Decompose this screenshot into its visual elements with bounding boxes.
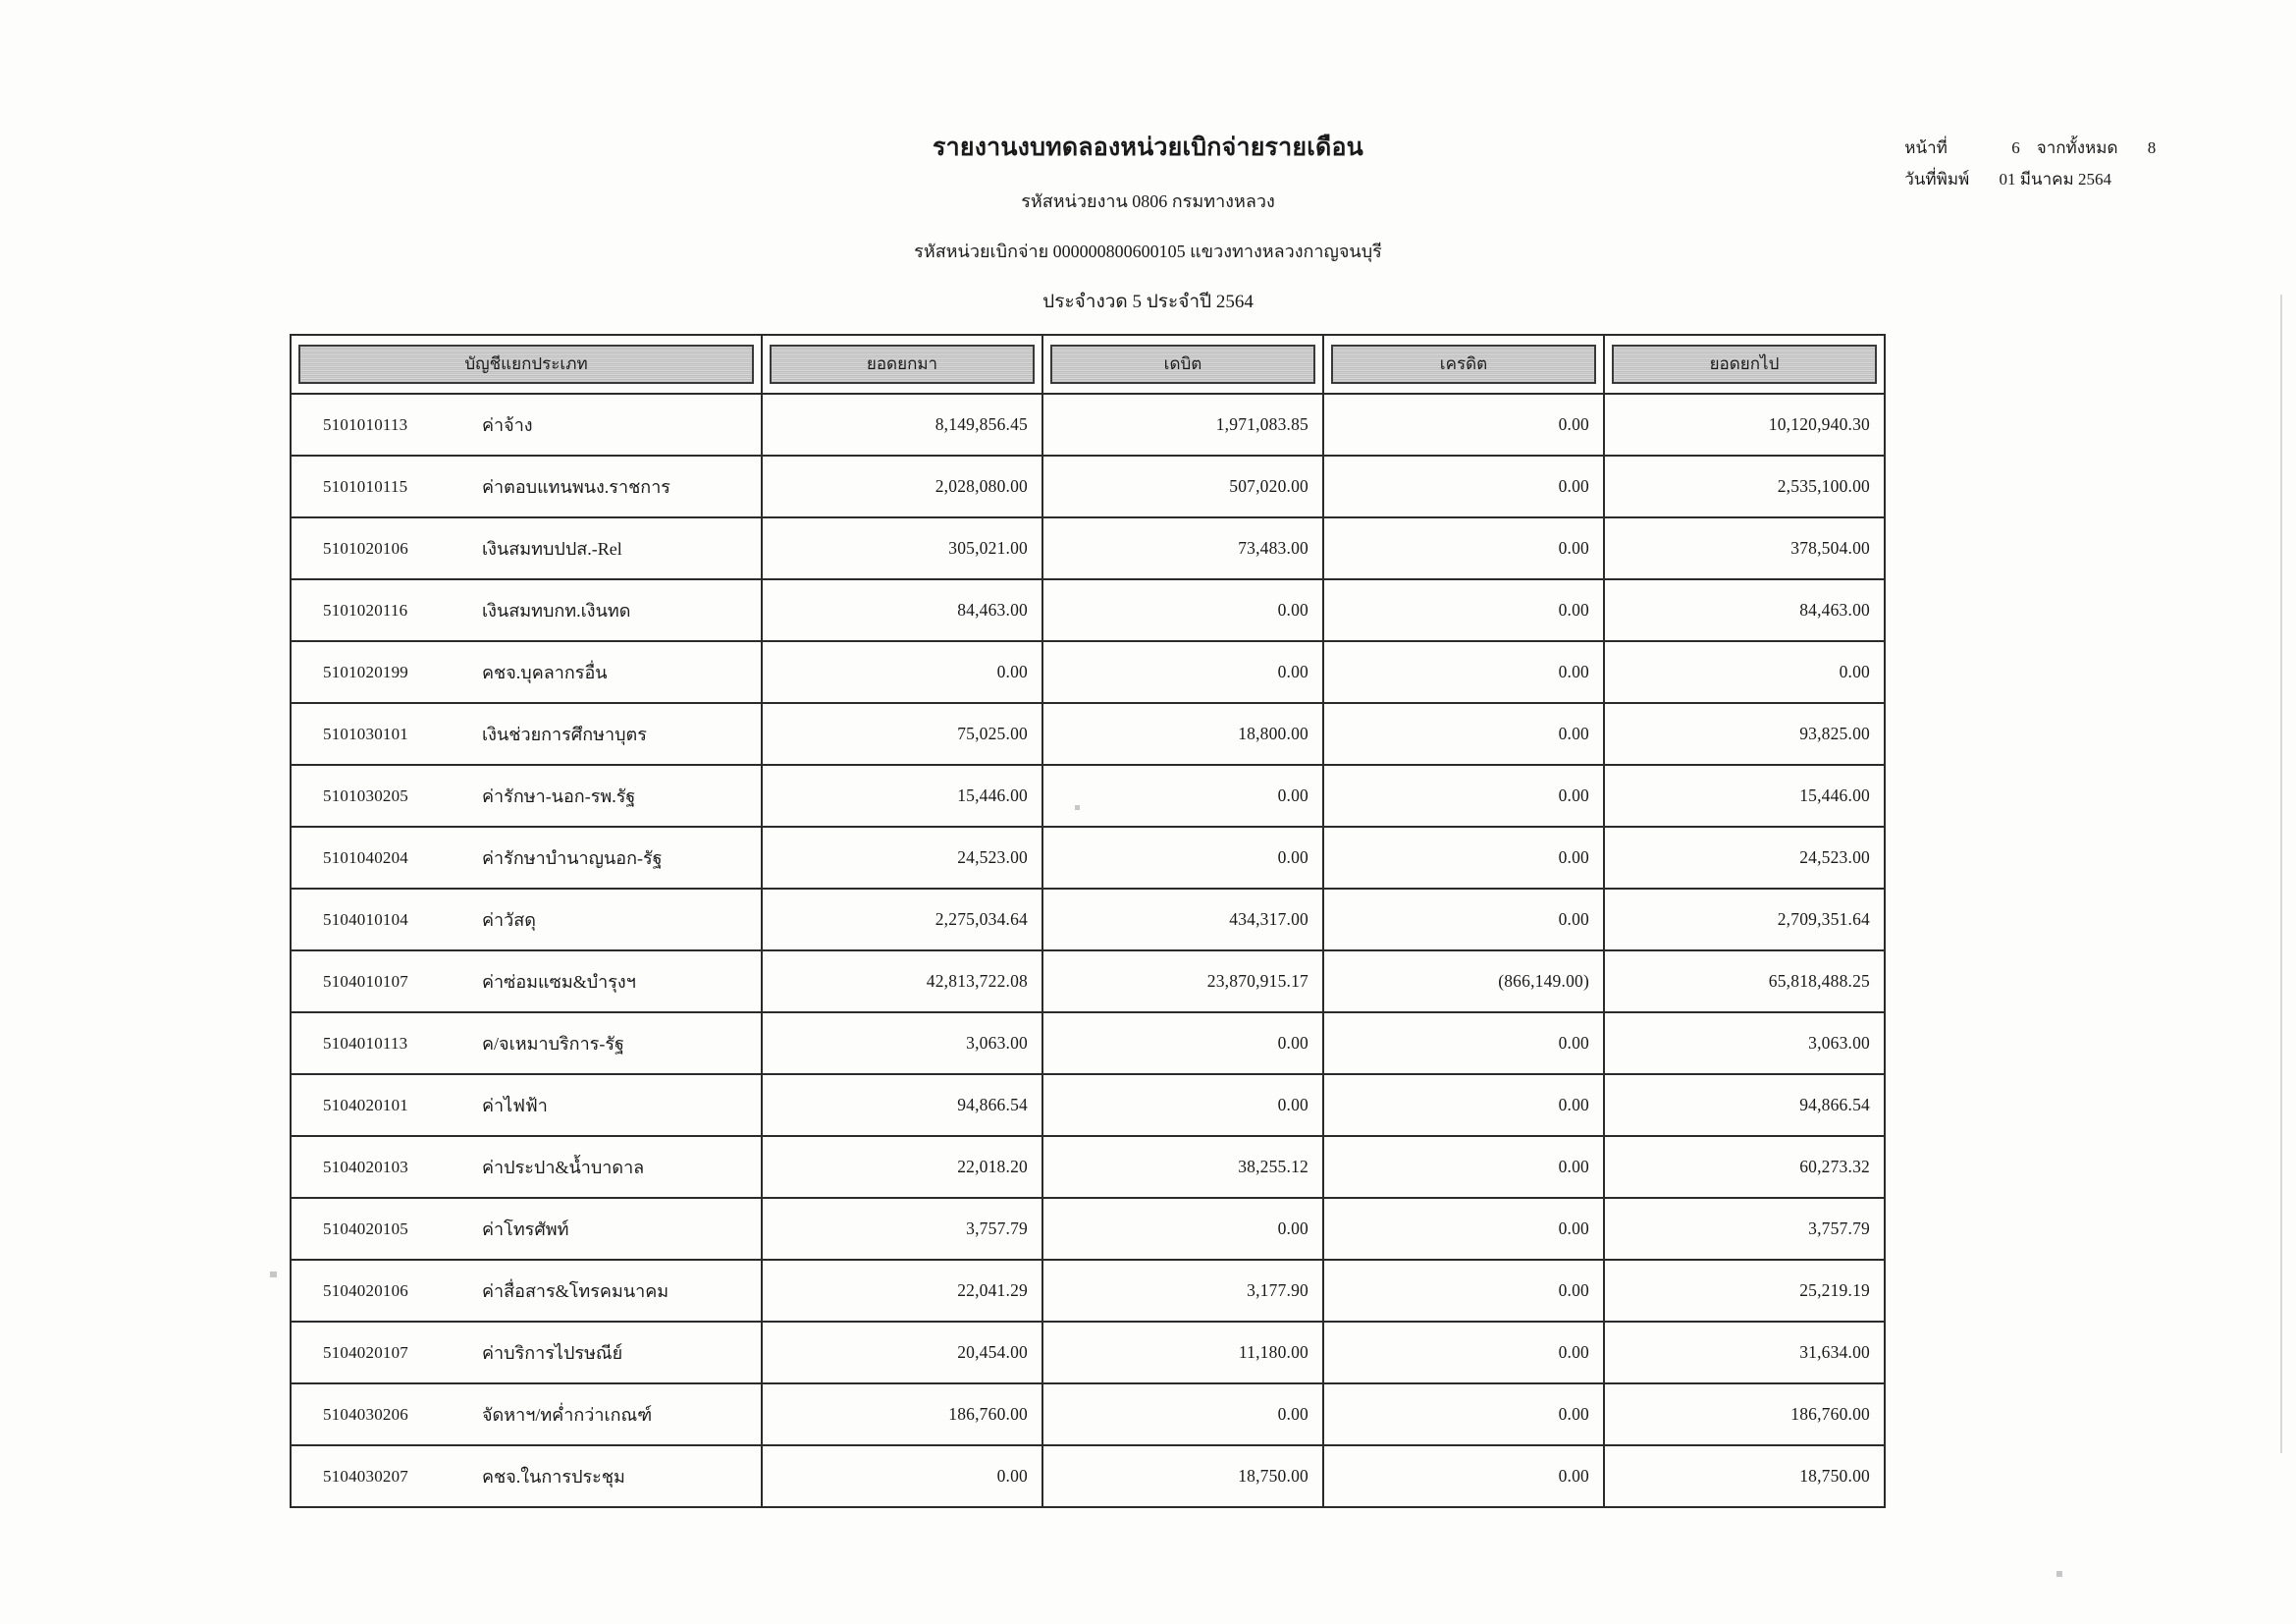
account-name: ค่าตอบแทนพนง.ราชการ	[482, 477, 670, 497]
account-name: คชจ.บุคลากรอื่น	[482, 663, 608, 682]
account-cell	[291, 1198, 762, 1260]
table-row	[291, 1074, 1885, 1136]
account-code: 5104010107	[323, 971, 408, 991]
account-cell	[291, 827, 762, 889]
account-code: 5104010104	[323, 909, 408, 929]
column-header-opening	[762, 335, 1042, 394]
account-name: ค่ารักษาบำนาญนอก-รัฐ	[482, 848, 663, 868]
opening-balance-cell: 75,025.00	[762, 703, 1042, 765]
opening-balance-cell: 15,446.00	[762, 765, 1042, 827]
account-code: 5104020101	[323, 1095, 408, 1114]
column-header-closing	[1604, 335, 1885, 394]
closing-balance-cell: 378,504.00	[1604, 517, 1885, 579]
opening-balance-cell: 22,041.29	[762, 1260, 1042, 1322]
credit-cell: 0.00	[1323, 579, 1604, 641]
account-cell	[291, 1260, 762, 1322]
opening-balance-cell: 8,149,856.45	[762, 394, 1042, 456]
account-cell	[291, 517, 762, 579]
table-row	[291, 1322, 1885, 1383]
table-row	[291, 579, 1885, 641]
scan-speck	[1075, 805, 1080, 810]
account-code: 5101040204	[323, 847, 408, 867]
credit-cell: 0.00	[1323, 641, 1604, 703]
closing-balance-cell: 65,818,488.25	[1604, 950, 1885, 1012]
account-cell	[291, 1383, 762, 1445]
account-code: 5104020106	[323, 1280, 408, 1300]
opening-balance-cell: 22,018.20	[762, 1136, 1042, 1198]
opening-balance-cell: 94,866.54	[762, 1074, 1042, 1136]
account-name: เงินช่วยการศึกษาบุตร	[482, 725, 647, 744]
account-cell	[291, 1322, 762, 1383]
account-code: 5101030101	[323, 724, 408, 743]
debit-cell: 0.00	[1042, 1012, 1323, 1074]
column-header-debit	[1042, 335, 1323, 394]
closing-balance-cell: 25,219.19	[1604, 1260, 1885, 1322]
opening-balance-cell: 84,463.00	[762, 579, 1042, 641]
account-code: 5101030205	[323, 785, 408, 805]
credit-cell: 0.00	[1323, 703, 1604, 765]
account-name: จัดหาฯ/ทค่ำกว่าเกณฑ์	[482, 1405, 653, 1425]
account-code: 5104030207	[323, 1466, 408, 1486]
debit-cell: 11,180.00	[1042, 1322, 1323, 1383]
debit-cell: 0.00	[1042, 827, 1323, 889]
debit-cell: 0.00	[1042, 1074, 1323, 1136]
debit-cell: 0.00	[1042, 1383, 1323, 1445]
closing-balance-cell: 2,535,100.00	[1604, 456, 1885, 517]
opening-balance-cell: 305,021.00	[762, 517, 1042, 579]
opening-balance-cell: 186,760.00	[762, 1383, 1042, 1445]
account-cell	[291, 394, 762, 456]
total-pages: 8	[2147, 138, 2157, 157]
table-row	[291, 1383, 1885, 1445]
account-name: คชจ.ในการประชุม	[482, 1467, 625, 1487]
period-line: ประจำงวด 5 ประจำปี 2564	[1042, 292, 1254, 312]
opening-balance-cell: 3,757.79	[762, 1198, 1042, 1260]
page-meta	[1904, 133, 2168, 196]
closing-balance-cell: 10,120,940.30	[1604, 394, 1885, 456]
print-date-label: วันที่พิมพ์	[1904, 170, 1970, 189]
debit-cell: 73,483.00	[1042, 517, 1323, 579]
credit-cell: 0.00	[1323, 1012, 1604, 1074]
account-cell	[291, 579, 762, 641]
table-row	[291, 394, 1885, 456]
organization-line: รหัสหน่วยงาน 0806 กรมทางหลวง	[1021, 191, 1275, 211]
account-code: 5101020116	[323, 600, 408, 620]
print-date: 01 มีนาคม 2564	[1999, 170, 2111, 189]
closing-balance-cell: 15,446.00	[1604, 765, 1885, 827]
closing-balance-cell: 60,273.32	[1604, 1136, 1885, 1198]
credit-cell: 0.00	[1323, 1074, 1604, 1136]
debit-cell: 0.00	[1042, 765, 1323, 827]
account-name: ค่าประปา&น้ำบาดาล	[482, 1158, 645, 1177]
credit-cell: 0.00	[1323, 1198, 1604, 1260]
credit-cell: 0.00	[1323, 456, 1604, 517]
closing-balance-cell: 18,750.00	[1604, 1445, 1885, 1507]
account-name: ค่าบริการไปรษณีย์	[482, 1343, 623, 1363]
opening-balance-cell: 42,813,722.08	[762, 950, 1042, 1012]
column-header-opening-label: ยอดยกมา	[770, 345, 1035, 384]
account-cell	[291, 1445, 762, 1507]
account-cell	[291, 703, 762, 765]
account-name: ค่าจ้าง	[482, 415, 533, 435]
closing-balance-cell: 186,760.00	[1604, 1383, 1885, 1445]
report-title: รายงานงบทดลองหน่วยเบิกจ่ายรายเดือน	[933, 135, 1363, 161]
account-code: 5104020107	[323, 1342, 408, 1362]
credit-cell: 0.00	[1323, 517, 1604, 579]
account-code: 5101020106	[323, 538, 408, 558]
account-cell	[291, 1012, 762, 1074]
debit-cell: 507,020.00	[1042, 456, 1323, 517]
closing-balance-cell: 94,866.54	[1604, 1074, 1885, 1136]
debit-cell: 18,750.00	[1042, 1445, 1323, 1507]
closing-balance-cell: 24,523.00	[1604, 827, 1885, 889]
opening-balance-cell: 0.00	[762, 641, 1042, 703]
account-name: ค่าโทรศัพท์	[482, 1219, 569, 1239]
column-header-closing-label: ยอดยกไป	[1612, 345, 1877, 384]
account-name: ค่าสื่อสาร&โทรคมนาคม	[482, 1281, 669, 1301]
opening-balance-cell: 3,063.00	[762, 1012, 1042, 1074]
table-row	[291, 1012, 1885, 1074]
closing-balance-cell: 0.00	[1604, 641, 1885, 703]
account-cell	[291, 1136, 762, 1198]
credit-cell: 0.00	[1323, 765, 1604, 827]
disbursing-unit-line: รหัสหน่วยเบิกจ่าย 000000800600105 แขวงทางหลวงกาญจนบุรี	[914, 242, 1382, 261]
debit-cell: 3,177.90	[1042, 1260, 1323, 1322]
account-name: เงินสมทบกท.เงินทด	[482, 601, 631, 621]
closing-balance-cell: 3,757.79	[1604, 1198, 1885, 1260]
account-name: ค่าซ่อมแซม&บำรุงฯ	[482, 972, 636, 992]
account-name: เงินสมทบปปส.-Rel	[482, 539, 622, 559]
account-cell	[291, 456, 762, 517]
account-name: ค่าไฟฟ้า	[482, 1096, 548, 1115]
account-cell	[291, 889, 762, 950]
account-code: 5104020105	[323, 1218, 408, 1238]
table-row	[291, 517, 1885, 579]
table-row	[291, 456, 1885, 517]
trial-balance-table	[290, 334, 1885, 1508]
opening-balance-cell: 20,454.00	[762, 1322, 1042, 1383]
column-header-account-label: บัญชีแยกประเภท	[298, 345, 754, 384]
account-code: 5104020103	[323, 1157, 408, 1176]
column-header-credit	[1323, 335, 1604, 394]
print-date-row	[1904, 164, 2168, 195]
scan-edge-line	[2280, 295, 2282, 1453]
account-cell	[291, 641, 762, 703]
column-header-account	[291, 335, 762, 394]
credit-cell: 0.00	[1323, 1260, 1604, 1322]
debit-cell: 18,800.00	[1042, 703, 1323, 765]
table-row	[291, 827, 1885, 889]
credit-cell: (866,149.00)	[1323, 950, 1604, 1012]
scan-speck	[2056, 1571, 2062, 1577]
credit-cell: 0.00	[1323, 1445, 1604, 1507]
opening-balance-cell: 0.00	[762, 1445, 1042, 1507]
closing-balance-cell: 3,063.00	[1604, 1012, 1885, 1074]
debit-cell: 38,255.12	[1042, 1136, 1323, 1198]
closing-balance-cell: 84,463.00	[1604, 579, 1885, 641]
opening-balance-cell: 2,028,080.00	[762, 456, 1042, 517]
table-row	[291, 950, 1885, 1012]
table-row	[291, 1260, 1885, 1322]
account-cell	[291, 1074, 762, 1136]
credit-cell: 0.00	[1323, 889, 1604, 950]
account-code: 5104030206	[323, 1404, 408, 1424]
page-number-row	[1904, 133, 2168, 164]
account-code: 5101010115	[323, 476, 408, 496]
closing-balance-cell: 93,825.00	[1604, 703, 1885, 765]
scan-speck	[270, 1272, 277, 1277]
account-cell	[291, 765, 762, 827]
debit-cell: 434,317.00	[1042, 889, 1323, 950]
closing-balance-cell: 2,709,351.64	[1604, 889, 1885, 950]
table-row	[291, 1136, 1885, 1198]
opening-balance-cell: 24,523.00	[762, 827, 1042, 889]
table-row	[291, 765, 1885, 827]
account-code: 5101010113	[323, 414, 408, 434]
account-name: ค่ารักษา-นอก-รพ.รัฐ	[482, 786, 636, 806]
page-number: 6	[2011, 138, 2020, 157]
table-header-row	[291, 335, 1885, 394]
account-name: ค/จเหมาบริการ-รัฐ	[482, 1034, 624, 1054]
closing-balance-cell: 31,634.00	[1604, 1322, 1885, 1383]
debit-cell: 0.00	[1042, 641, 1323, 703]
table-row	[291, 703, 1885, 765]
table-row	[291, 1198, 1885, 1260]
account-cell	[291, 950, 762, 1012]
page-label: หน้าที่	[1904, 138, 1948, 157]
column-header-debit-label: เดบิต	[1050, 345, 1315, 384]
debit-cell: 0.00	[1042, 579, 1323, 641]
debit-cell: 1,971,083.85	[1042, 394, 1323, 456]
credit-cell: 0.00	[1323, 827, 1604, 889]
credit-cell: 0.00	[1323, 1322, 1604, 1383]
account-code: 5101020199	[323, 662, 408, 681]
account-name: ค่าวัสดุ	[482, 910, 536, 930]
debit-cell: 0.00	[1042, 1198, 1323, 1260]
table-row	[291, 1445, 1885, 1507]
account-code: 5104010113	[323, 1033, 408, 1053]
column-header-credit-label: เครดิต	[1331, 345, 1596, 384]
table-row	[291, 641, 1885, 703]
credit-cell: 0.00	[1323, 1136, 1604, 1198]
credit-cell: 0.00	[1323, 394, 1604, 456]
table-row	[291, 889, 1885, 950]
credit-cell: 0.00	[1323, 1383, 1604, 1445]
debit-cell: 23,870,915.17	[1042, 950, 1323, 1012]
opening-balance-cell: 2,275,034.64	[762, 889, 1042, 950]
total-pages-label: จากทั้งหมด	[2036, 138, 2118, 157]
